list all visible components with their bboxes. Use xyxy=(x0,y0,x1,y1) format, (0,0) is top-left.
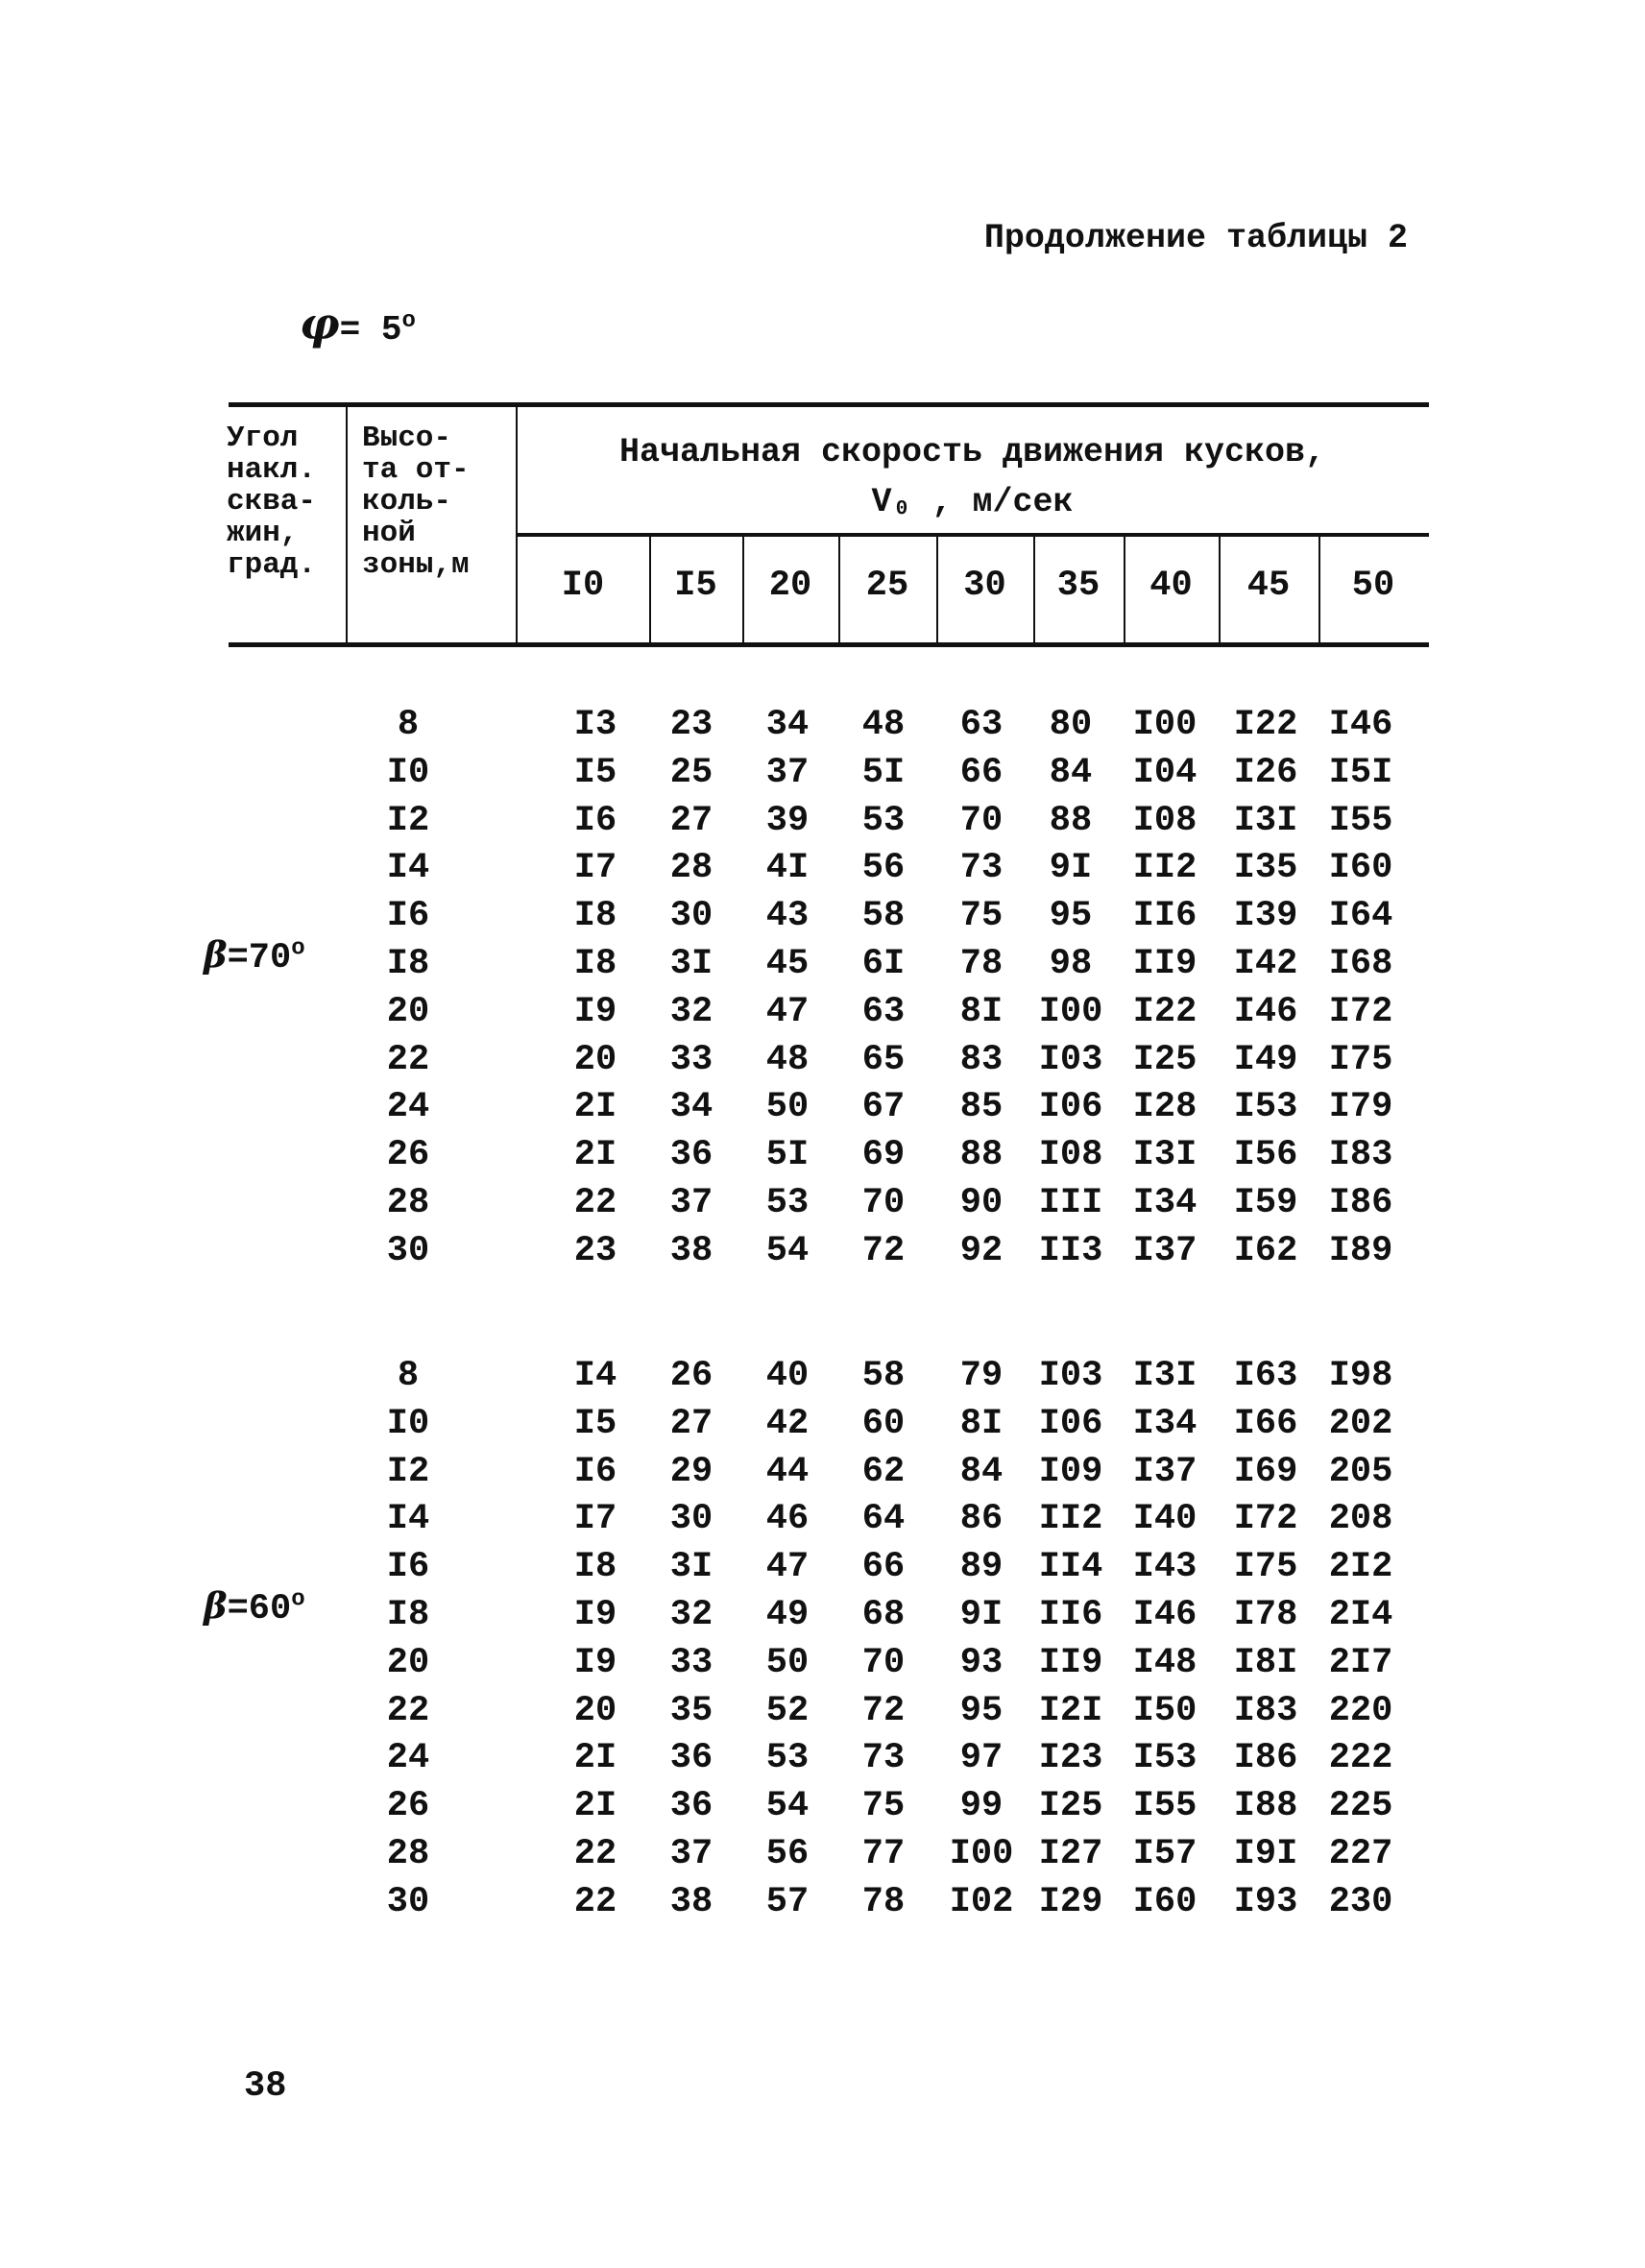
velocity-cell: I5 xyxy=(573,752,617,793)
velocity-cell: I8 xyxy=(573,944,617,984)
velocity-cell: I7 xyxy=(573,848,617,889)
header-line: V₀ , м/сек xyxy=(871,483,1074,521)
velocity-cell: I08 xyxy=(1038,1135,1103,1176)
velocity-cell: 3I xyxy=(669,944,714,984)
velocity-cell: I02 xyxy=(949,1881,1014,1922)
velocity-cell: 70 xyxy=(861,1642,906,1683)
velocity-cell: 27 xyxy=(669,800,714,841)
header-line: накл. xyxy=(227,453,317,487)
column-header-v0: I0 xyxy=(561,566,605,606)
velocity-cell: 85 xyxy=(959,1087,1004,1128)
velocity-cell: I29 xyxy=(1038,1881,1103,1922)
velocity-cell: II3 xyxy=(1038,1230,1103,1271)
phi-value: = 5 xyxy=(339,310,402,350)
velocity-cell: 78 xyxy=(959,944,1004,984)
velocity-cell: I23 xyxy=(1038,1738,1103,1779)
column-header-v3: 25 xyxy=(865,566,909,606)
velocity-cell: 83 xyxy=(959,1039,1004,1080)
height-cell: I6 xyxy=(386,896,430,937)
velocity-cell: I9 xyxy=(573,991,617,1032)
velocity-cell: I53 xyxy=(1132,1738,1197,1779)
velocity-cell: I3 xyxy=(573,705,617,745)
col1-header xyxy=(227,422,316,581)
velocity-cell: I26 xyxy=(1233,752,1298,793)
velocity-cell: I25 xyxy=(1038,1786,1103,1827)
velocity-cell: I22 xyxy=(1132,991,1197,1032)
velocity-cell: I3I xyxy=(1132,1356,1197,1396)
velocity-cell: 32 xyxy=(669,991,714,1032)
velocity-cell: I69 xyxy=(1233,1451,1298,1492)
velocity-cell: 72 xyxy=(861,1690,906,1731)
velocity-cell: 20 xyxy=(573,1039,617,1080)
velocity-cell: II9 xyxy=(1132,944,1197,984)
velocity-cell: 23 xyxy=(669,705,714,745)
header-line: Угол xyxy=(227,422,299,455)
velocity-cell: 2I2 xyxy=(1328,1547,1393,1588)
velocity-cell: I63 xyxy=(1233,1356,1298,1396)
velocity-cell: I68 xyxy=(1328,944,1393,984)
velocity-cell: 58 xyxy=(861,1356,906,1396)
height-cell: I2 xyxy=(386,1451,430,1492)
height-cell: 24 xyxy=(386,1087,430,1128)
column-header-v8: 50 xyxy=(1351,566,1395,606)
col-divider xyxy=(346,407,348,642)
velocity-cell: I00 xyxy=(949,1834,1014,1874)
velocity-cell: I79 xyxy=(1328,1087,1393,1128)
velocity-cell: 40 xyxy=(765,1356,810,1396)
velocity-cell: I72 xyxy=(1328,991,1393,1032)
table-caption: Продолжение таблицы 2 xyxy=(983,219,1408,257)
velocity-cell: 36 xyxy=(669,1738,714,1779)
velocity-cell: I86 xyxy=(1233,1738,1298,1779)
velocity-cell: I93 xyxy=(1233,1881,1298,1922)
velocity-cell: 2I xyxy=(573,1738,617,1779)
velocity-cell: 4I xyxy=(765,848,810,889)
header-line: та от- xyxy=(362,453,470,487)
velocity-cell: 9I xyxy=(1049,848,1093,889)
velocity-cell: I57 xyxy=(1132,1834,1197,1874)
velocity-cell: 2I xyxy=(573,1087,617,1128)
velocity-cell: 6I xyxy=(861,944,906,984)
header-line: зоны,м xyxy=(362,548,470,582)
velocity-cell: 92 xyxy=(959,1230,1004,1271)
column-header-v2: 20 xyxy=(768,566,812,606)
velocity-cell: 2I7 xyxy=(1328,1642,1393,1683)
velocity-cell: 222 xyxy=(1328,1738,1393,1779)
velocity-cell: I62 xyxy=(1233,1230,1298,1271)
velocity-cell: I55 xyxy=(1132,1786,1197,1827)
beta-degree: o xyxy=(291,935,305,962)
velocity-cell: I89 xyxy=(1328,1230,1393,1271)
column-header-v4: 30 xyxy=(963,566,1006,606)
velocity-cell: I4 xyxy=(573,1356,617,1396)
height-cell: 24 xyxy=(386,1738,430,1779)
velocity-header xyxy=(517,427,1428,527)
velocity-cell: 9I xyxy=(959,1595,1004,1635)
velocity-cell: I6 xyxy=(573,800,617,841)
velocity-cell: 42 xyxy=(765,1403,810,1444)
velocity-cell: I48 xyxy=(1132,1642,1197,1683)
velocity-cell: 22 xyxy=(573,1834,617,1874)
velocity-cell: 26 xyxy=(669,1356,714,1396)
beta-symbol: β xyxy=(204,1584,228,1627)
height-cell: 30 xyxy=(386,1230,430,1271)
velocity-cell: I60 xyxy=(1328,848,1393,889)
velocity-cell: 34 xyxy=(669,1087,714,1128)
beta-value: =60 xyxy=(227,1589,292,1629)
velocity-cell: 72 xyxy=(861,1230,906,1271)
height-cell: 8 xyxy=(397,1356,420,1396)
velocity-cell: I22 xyxy=(1233,705,1298,745)
velocity-cell: 50 xyxy=(765,1087,810,1128)
velocity-cell: 63 xyxy=(959,705,1004,745)
height-cell: I8 xyxy=(386,1595,430,1635)
velocity-cell: I46 xyxy=(1328,705,1393,745)
height-cell: I4 xyxy=(386,1499,430,1540)
velocity-cell: 202 xyxy=(1328,1403,1393,1444)
velocity-cell: 205 xyxy=(1328,1451,1393,1492)
height-cell: 20 xyxy=(386,1642,430,1683)
velocity-cell: I39 xyxy=(1233,896,1298,937)
velocity-cell: 2I4 xyxy=(1328,1595,1393,1635)
header-line: Высо- xyxy=(362,422,452,455)
header-line: ной xyxy=(362,517,416,550)
velocity-cell: 77 xyxy=(861,1834,906,1874)
velocity-cell: 23 xyxy=(573,1230,617,1271)
velocity-cell: 230 xyxy=(1328,1881,1393,1922)
velocity-cell: 38 xyxy=(669,1881,714,1922)
velocity-cell: 70 xyxy=(959,800,1004,841)
velocity-cell: 95 xyxy=(1049,896,1093,937)
velocity-cell: I50 xyxy=(1132,1690,1197,1731)
header-bottom-rule xyxy=(229,642,1429,647)
height-cell: 28 xyxy=(386,1834,430,1874)
column-header-v7: 45 xyxy=(1246,566,1291,606)
velocity-cell: 2I xyxy=(573,1786,617,1827)
velocity-cell: I78 xyxy=(1233,1595,1298,1635)
velocity-cell: I5 xyxy=(573,1403,617,1444)
velocity-cell: 208 xyxy=(1328,1499,1393,1540)
velocity-cell: 8I xyxy=(959,991,1004,1032)
velocity-cell: 54 xyxy=(765,1786,810,1827)
velocity-cell: 95 xyxy=(959,1690,1004,1731)
velocity-cell: II6 xyxy=(1132,896,1197,937)
velocity-cell: 84 xyxy=(959,1451,1004,1492)
velocity-cell: 22 xyxy=(573,1183,617,1223)
velocity-cell: I27 xyxy=(1038,1834,1103,1874)
velocity-cell: 8I xyxy=(959,1403,1004,1444)
velocity-cell: I3I xyxy=(1233,800,1298,841)
velocity-cell: II2 xyxy=(1132,848,1197,889)
header-line: коль- xyxy=(362,485,452,519)
velocity-cell: 53 xyxy=(861,800,906,841)
height-cell: 28 xyxy=(386,1183,430,1223)
velocity-cell: I00 xyxy=(1038,991,1103,1032)
page-number: 38 xyxy=(244,2066,287,2107)
phi-degree: o xyxy=(401,308,416,334)
velocity-cell: 86 xyxy=(959,1499,1004,1540)
velocity-cell: 98 xyxy=(1049,944,1093,984)
velocity-cell: I83 xyxy=(1328,1135,1393,1176)
velocity-cell: I06 xyxy=(1038,1087,1103,1128)
height-cell: 8 xyxy=(397,705,420,745)
phi-symbol: φ xyxy=(300,298,340,350)
velocity-cell: 36 xyxy=(669,1135,714,1176)
velocity-cell: 93 xyxy=(959,1642,1004,1683)
velocity-cell: 29 xyxy=(669,1451,714,1492)
velocity-cell: 90 xyxy=(959,1183,1004,1223)
velocity-cell: 69 xyxy=(861,1135,906,1176)
velocity-cell: 89 xyxy=(959,1547,1004,1588)
velocity-cell: 5I xyxy=(861,752,906,793)
velocity-cell: I03 xyxy=(1038,1356,1103,1396)
velocity-cell: 64 xyxy=(861,1499,906,1540)
height-cell: 30 xyxy=(386,1881,430,1922)
velocity-cell: 47 xyxy=(765,1547,810,1588)
velocity-cell: 220 xyxy=(1328,1690,1393,1731)
velocity-cell: 54 xyxy=(765,1230,810,1271)
beta-value: =70 xyxy=(227,938,292,978)
velocity-cell: 84 xyxy=(1049,752,1093,793)
header-line: жин, xyxy=(227,517,299,550)
velocity-cell: I3I xyxy=(1132,1135,1197,1176)
velocity-cell: I59 xyxy=(1233,1183,1298,1223)
velocity-cell: 47 xyxy=(765,991,810,1032)
velocity-cell: I43 xyxy=(1132,1547,1197,1588)
velocity-cell: 65 xyxy=(861,1039,906,1080)
velocity-cell: I9 xyxy=(573,1642,617,1683)
velocity-cell: I03 xyxy=(1038,1039,1103,1080)
velocity-cell: I42 xyxy=(1233,944,1298,984)
velocity-cell: I6 xyxy=(573,1451,617,1492)
velocity-cell: 36 xyxy=(669,1786,714,1827)
velocity-cell: 70 xyxy=(861,1183,906,1223)
velocity-cell: 57 xyxy=(765,1881,810,1922)
header-line: Начальная скорость движения кусков, xyxy=(618,433,1326,471)
velocity-cell: I60 xyxy=(1132,1881,1197,1922)
velocity-cell: 63 xyxy=(861,991,906,1032)
velocity-cell: I04 xyxy=(1132,752,1197,793)
velocity-cell: 80 xyxy=(1049,705,1093,745)
height-cell: I4 xyxy=(386,848,430,889)
velocity-cell: I66 xyxy=(1233,1403,1298,1444)
col2-header xyxy=(362,422,470,581)
velocity-cell: I64 xyxy=(1328,896,1393,937)
velocity-cell: 20 xyxy=(573,1690,617,1731)
velocity-cell: 56 xyxy=(765,1834,810,1874)
velocity-cell: 38 xyxy=(669,1230,714,1271)
velocity-cell: 67 xyxy=(861,1087,906,1128)
velocity-cell: 22 xyxy=(573,1881,617,1922)
velocity-cell: I46 xyxy=(1233,991,1298,1032)
phi-label xyxy=(300,298,416,350)
velocity-cell: 75 xyxy=(861,1786,906,1827)
velocity-cell: I09 xyxy=(1038,1451,1103,1492)
velocity-cell: 60 xyxy=(861,1403,906,1444)
column-header-v6: 40 xyxy=(1149,566,1193,606)
velocity-cell: III xyxy=(1038,1183,1103,1223)
beta-label xyxy=(204,1584,305,1629)
velocity-cell: 73 xyxy=(959,848,1004,889)
velocity-cell: 79 xyxy=(959,1356,1004,1396)
velocity-cell: I37 xyxy=(1132,1451,1197,1492)
velocity-cell: 225 xyxy=(1328,1786,1393,1827)
table-top-rule xyxy=(229,402,1429,407)
header-line: сква- xyxy=(227,485,317,519)
velocity-cell: II2 xyxy=(1038,1499,1103,1540)
velocity-cell: 37 xyxy=(765,752,810,793)
velocity-cell: I75 xyxy=(1233,1547,1298,1588)
velocity-cell: 33 xyxy=(669,1039,714,1080)
velocity-cell: 53 xyxy=(765,1183,810,1223)
height-cell: I6 xyxy=(386,1547,430,1588)
velocity-cell: 45 xyxy=(765,944,810,984)
velocity-cell: II9 xyxy=(1038,1642,1103,1683)
velocity-cell: 49 xyxy=(765,1595,810,1635)
velocity-cell: I7 xyxy=(573,1499,617,1540)
velocity-cell: I75 xyxy=(1328,1039,1393,1080)
velocity-cell: I53 xyxy=(1233,1087,1298,1128)
column-header-v1: I5 xyxy=(674,566,717,606)
column-header-v5: 35 xyxy=(1056,566,1101,606)
velocity-cell: I72 xyxy=(1233,1499,1298,1540)
velocity-cell: 28 xyxy=(669,848,714,889)
velocity-cell: I06 xyxy=(1038,1403,1103,1444)
velocity-cell: I34 xyxy=(1132,1183,1197,1223)
beta-label xyxy=(204,933,305,978)
velocity-cell: I25 xyxy=(1132,1039,1197,1080)
velocity-cell: 50 xyxy=(765,1642,810,1683)
velocity-cell: I2I xyxy=(1038,1690,1103,1731)
velocity-cell: 25 xyxy=(669,752,714,793)
velocity-cell: I00 xyxy=(1132,705,1197,745)
velocity-cell: 53 xyxy=(765,1738,810,1779)
velocity-cell: 30 xyxy=(669,896,714,937)
velocity-cell: I98 xyxy=(1328,1356,1393,1396)
velocity-cell: 58 xyxy=(861,896,906,937)
velocity-cell: 27 xyxy=(669,1403,714,1444)
velocity-cell: I55 xyxy=(1328,800,1393,841)
velocity-cell: I35 xyxy=(1233,848,1298,889)
velocity-cell: 5I xyxy=(765,1135,810,1176)
velocity-cell: 33 xyxy=(669,1642,714,1683)
velocity-cell: 88 xyxy=(959,1135,1004,1176)
velocity-cell: 56 xyxy=(861,848,906,889)
height-cell: I0 xyxy=(386,752,430,793)
velocity-cell: 62 xyxy=(861,1451,906,1492)
velocity-cell: 227 xyxy=(1328,1834,1393,1874)
velocity-cell: 32 xyxy=(669,1595,714,1635)
height-cell: 22 xyxy=(386,1690,430,1731)
velocity-cell: I46 xyxy=(1132,1595,1197,1635)
velocity-cell: 99 xyxy=(959,1786,1004,1827)
subheader-rule xyxy=(517,533,1429,537)
velocity-cell: 48 xyxy=(861,705,906,745)
velocity-cell: 66 xyxy=(861,1547,906,1588)
velocity-cell: 88 xyxy=(1049,800,1093,841)
velocity-cell: I8 xyxy=(573,1547,617,1588)
velocity-cell: 68 xyxy=(861,1595,906,1635)
header-line: град. xyxy=(227,548,317,582)
velocity-cell: I56 xyxy=(1233,1135,1298,1176)
height-cell: I2 xyxy=(386,800,430,841)
velocity-cell: 35 xyxy=(669,1690,714,1731)
velocity-cell: I86 xyxy=(1328,1183,1393,1223)
velocity-cell: 43 xyxy=(765,896,810,937)
velocity-cell: II6 xyxy=(1038,1595,1103,1635)
height-cell: I8 xyxy=(386,944,430,984)
velocity-cell: I5I xyxy=(1328,752,1393,793)
height-cell: 26 xyxy=(386,1135,430,1176)
velocity-cell: 48 xyxy=(765,1039,810,1080)
beta-symbol: β xyxy=(204,933,228,976)
velocity-cell: 97 xyxy=(959,1738,1004,1779)
velocity-cell: 34 xyxy=(765,705,810,745)
velocity-cell: II4 xyxy=(1038,1547,1103,1588)
velocity-cell: I9 xyxy=(573,1595,617,1635)
beta-degree: o xyxy=(291,1586,305,1613)
velocity-cell: 46 xyxy=(765,1499,810,1540)
velocity-cell: 30 xyxy=(669,1499,714,1540)
velocity-cell: I08 xyxy=(1132,800,1197,841)
velocity-cell: 39 xyxy=(765,800,810,841)
velocity-cell: I8I xyxy=(1233,1642,1298,1683)
velocity-cell: 52 xyxy=(765,1690,810,1731)
velocity-cell: 44 xyxy=(765,1451,810,1492)
height-cell: 20 xyxy=(386,991,430,1032)
velocity-cell: I8 xyxy=(573,896,617,937)
velocity-cell: 73 xyxy=(861,1738,906,1779)
velocity-cell: I37 xyxy=(1132,1230,1197,1271)
velocity-cell: I40 xyxy=(1132,1499,1197,1540)
velocity-cell: 78 xyxy=(861,1881,906,1922)
velocity-cell: I49 xyxy=(1233,1039,1298,1080)
velocity-cell: 2I xyxy=(573,1135,617,1176)
velocity-cell: 75 xyxy=(959,896,1004,937)
height-cell: I0 xyxy=(386,1403,430,1444)
velocity-cell: 66 xyxy=(959,752,1004,793)
velocity-cell: 37 xyxy=(669,1183,714,1223)
velocity-cell: I83 xyxy=(1233,1690,1298,1731)
velocity-cell: 3I xyxy=(669,1547,714,1588)
height-cell: 26 xyxy=(386,1786,430,1827)
velocity-cell: I28 xyxy=(1132,1087,1197,1128)
velocity-cell: 37 xyxy=(669,1834,714,1874)
velocity-cell: I34 xyxy=(1132,1403,1197,1444)
velocity-cell: I88 xyxy=(1233,1786,1298,1827)
height-cell: 22 xyxy=(386,1039,430,1080)
velocity-cell: I9I xyxy=(1233,1834,1298,1874)
